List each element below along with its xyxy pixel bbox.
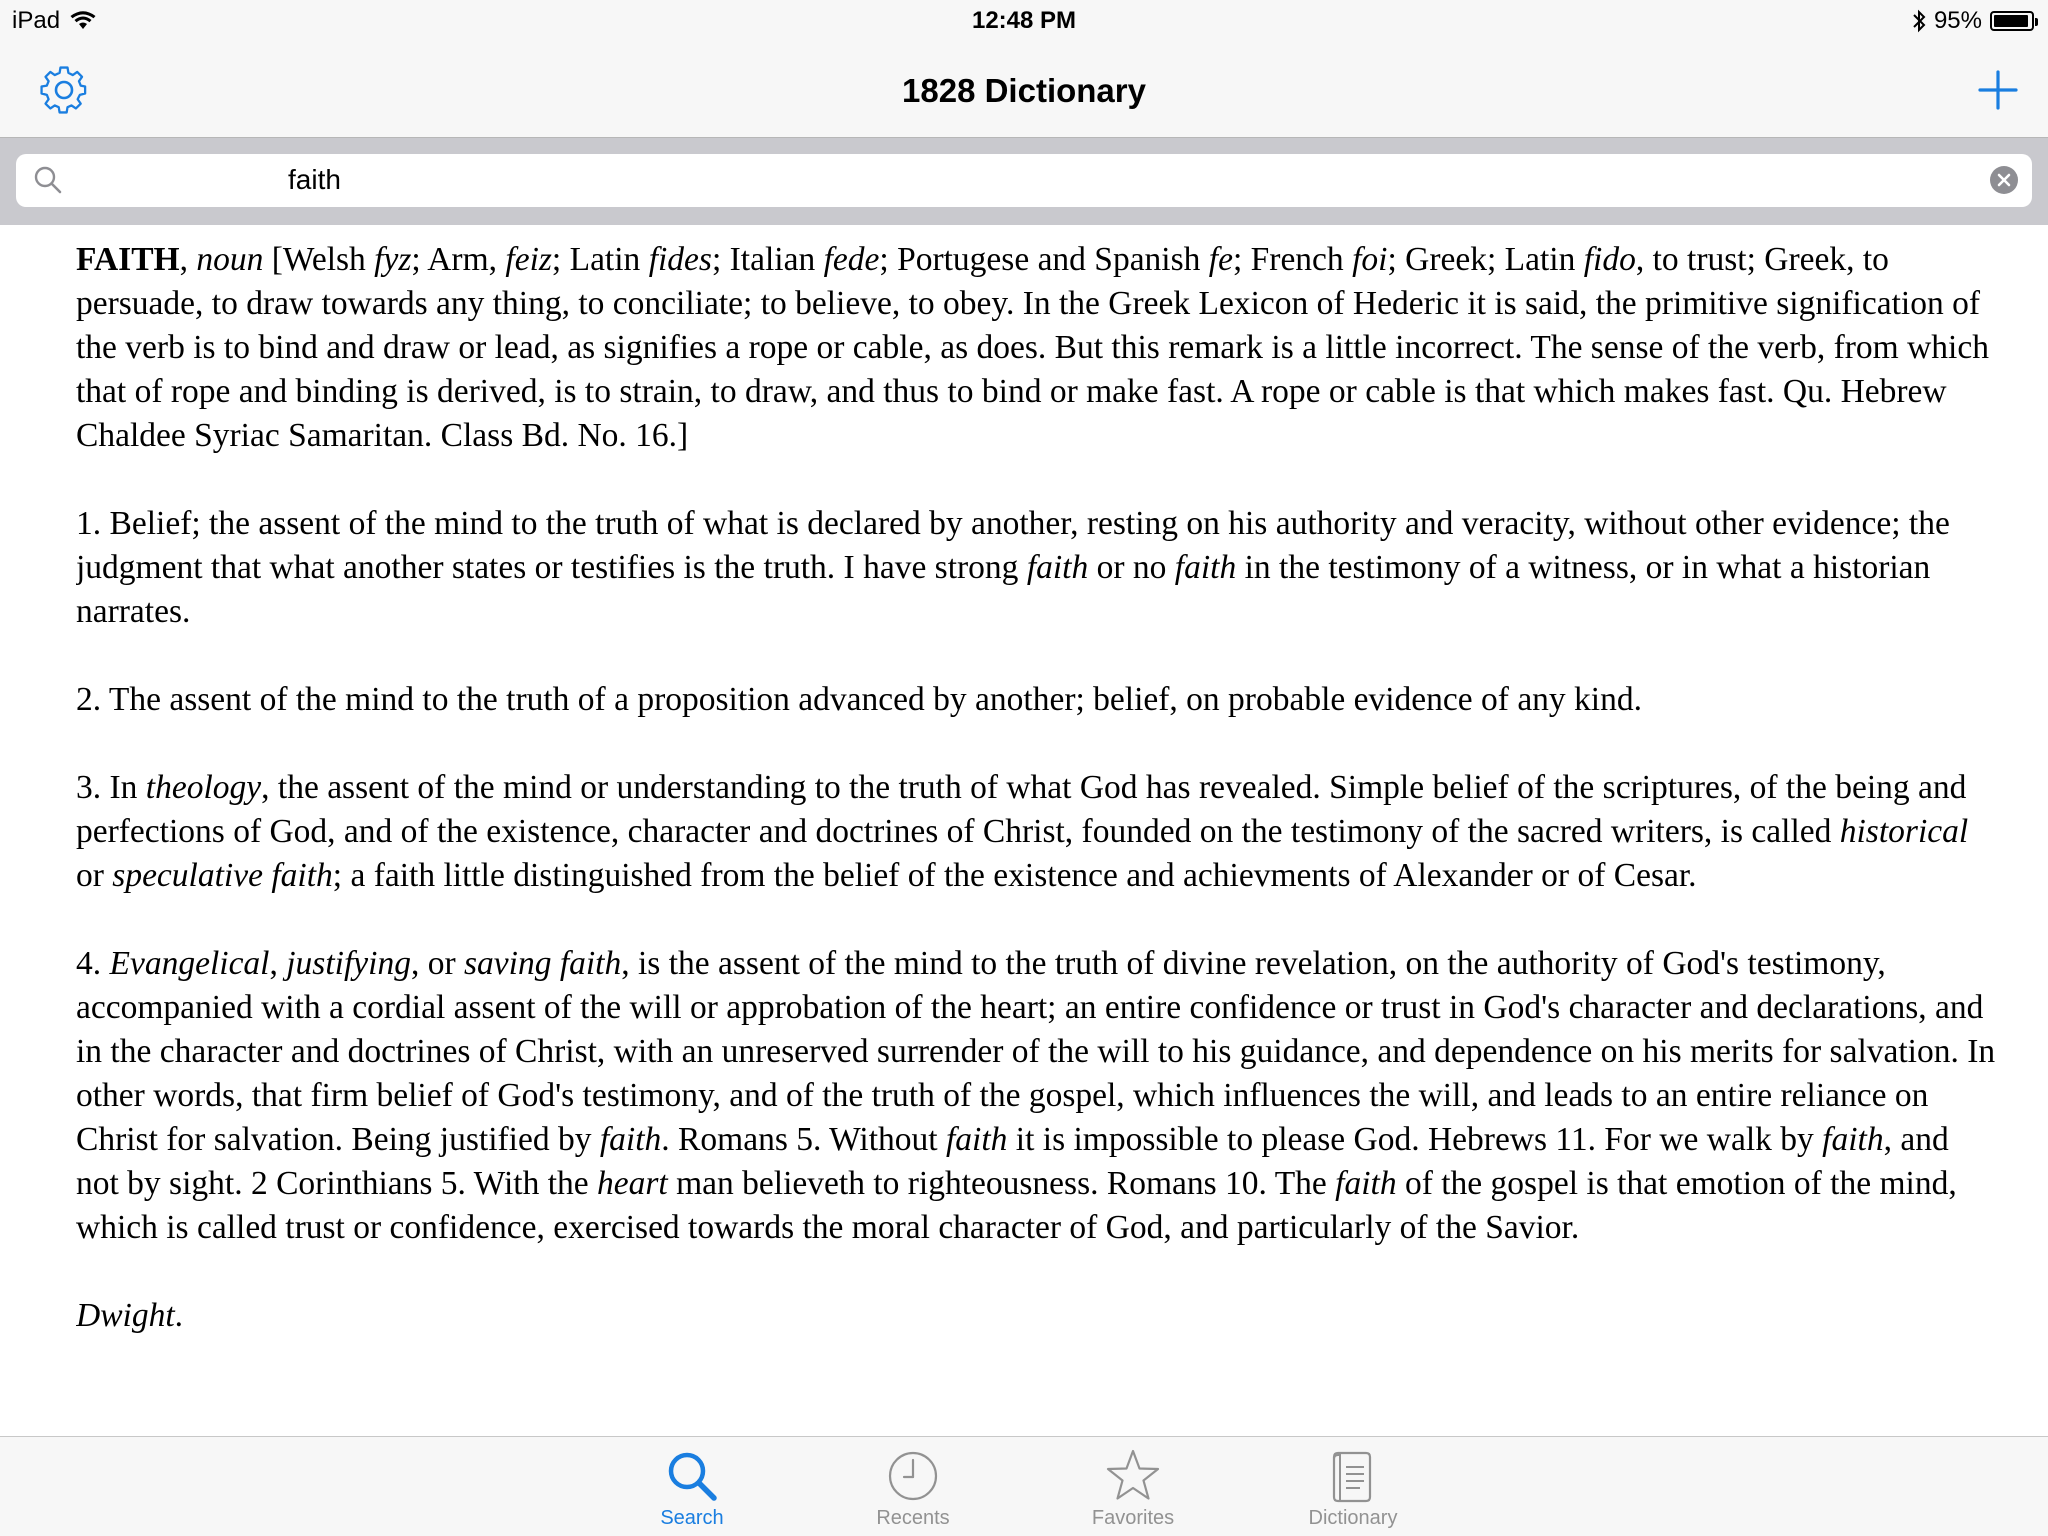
italic-term: historical	[1839, 813, 1969, 850]
battery-percent: 95%	[1933, 7, 1982, 34]
tab-label-favorites: Favorites	[1091, 1507, 1175, 1529]
italic-term: faith	[599, 1121, 662, 1158]
definition-paragraph: 3. In theology, the assent of the mind or understanding to the truth of what God has revealed. Simple belief of the scriptures, of the being and perfections of God, and of the existence, character and doctrines of Christ, founded on the testimony of the sacred writers, is called historical or speculative faith; a faith little distinguished from the belief of the existence and achievments of Alexander or of Cesar.	[76, 769, 1969, 894]
page-title: 1828 Dictionary	[902, 72, 1146, 109]
book-icon	[1324, 1447, 1382, 1505]
search-input[interactable]	[76, 158, 1956, 202]
tab-search[interactable]	[612, 1437, 772, 1536]
italic-term: faith	[1174, 549, 1237, 586]
definition-content	[76, 238, 1996, 1428]
italic-term: Dwight	[76, 1297, 175, 1334]
battery-level	[1994, 15, 2028, 27]
definition-paragraph: Dwight.	[76, 1297, 184, 1334]
search-icon	[32, 164, 64, 196]
etymology-paragraph: FAITH, noun [Welsh fyz; Arm, feiz; Latin fides; Italian fede; Portugese and Spanish fe; French foi; Greek; Latin fido, to trust; Greek, to persuade, to draw towards any thing, to conciliate; to believe, to obey. In the Greek Lexicon of Hederic it is said, the primitive signification of the verb is to bind and draw or lead, as signifies a rope or cable, as does. But this remark is a little incorrect. The sense of the verb, from which that of rope and binding is derived, is to strain, to draw, and thus to bind or make fast. A rope or cable is that which makes fast. Qu. Hebrew Chaldee Syriac Samaritan. Class Bd. No. 16.]	[76, 241, 1989, 454]
tab-label-dictionary: Dictionary	[1308, 1507, 1398, 1529]
italic-term: fe	[1208, 241, 1233, 278]
search-bar	[0, 138, 2048, 225]
definition-paragraph: 1. Belief; the assent of the mind to the truth of what is declared by another, resting on his authority and veracity, without other evidence; the judgment that what another states or testifies is the truth. I have strong faith or no faith in the testimony of a witness, or in what a historian narrates.	[76, 505, 1950, 630]
italic-term: theology	[145, 769, 262, 806]
italic-term: faith	[945, 1121, 1008, 1158]
device-name: iPad	[12, 7, 61, 34]
tab-bar	[0, 1436, 2048, 1536]
plus-icon[interactable]	[1976, 68, 2020, 112]
italic-term: Evangelical	[109, 945, 270, 982]
italic-term: faith	[1335, 1165, 1397, 1202]
star-icon	[1104, 1447, 1162, 1505]
tab-dictionary[interactable]	[1273, 1437, 1433, 1536]
italic-term: heart	[597, 1165, 668, 1202]
italic-term: fyz	[374, 241, 412, 278]
tab-label-recents: Recents	[876, 1507, 950, 1529]
clock-icon	[884, 1447, 942, 1505]
italic-term: justifying	[286, 945, 411, 982]
italic-term: foi	[1352, 241, 1388, 278]
search-icon	[663, 1447, 721, 1505]
clear-search-button[interactable]	[1990, 166, 2018, 194]
battery-icon	[1990, 11, 2034, 31]
close-icon	[1990, 166, 2018, 194]
italic-term: fides	[648, 241, 712, 278]
etymology-text: [Welsh fyz; Arm, feiz; Latin fides; Italian fede; Portugese and Spanish fe; French foi; Greek; Latin fido, to trust; Greek, to persuade, to draw towards any thing, to conciliate; to believe, to obey. In the Greek Lexicon of Hederic it is said, the primitive signification of the verb is to bind and draw or lead, as signifies a rope or cable, as does. But this remark is a little incorrect. The sense of the verb, from which that of rope and binding is derived, is to strain, to draw, and thus to bind or make fast. A rope or cable is that which makes fast. Qu. Hebrew Chaldee Syriac Samaritan. Class Bd. No. 16.]	[76, 241, 1989, 454]
definition-paragraph: 4. Evangelical, justifying, or saving faith, is the assent of the mind to the truth of divine revelation, on the authority of God's testimony, accompanied with a cordial assent of the will or approbation of the heart; an entire confidence or trust in God's character and declarations, and in the character and doctrines of Christ, with an unreserved surrender of the will to his guidance, and dependence on his merits for salvation. In other words, that firm belief of God's testimony, and of the truth of the gospel, which influences the will, and leads to an entire reliance on Christ for salvation. Being justified by faith. Romans 5. Without faith it is impossible to please God. Hebrews 11. For we walk by faith, and not by sight. 2 Corinthians 5. With the heart man believeth to righteousness. Romans 10. The faith of the gospel is that emotion of the mind, which is called trust or confidence, exercised towards the moral character of God, and particularly of the Savior.	[76, 945, 1996, 1246]
search-box[interactable]	[16, 154, 2032, 207]
part-of-speech: noun	[196, 241, 264, 278]
definition-paragraph: 2. The assent of the mind to the truth of a proposition advanced by another; belief, on probable evidence of any kind.	[76, 681, 1642, 718]
italic-term: speculative faith	[112, 857, 333, 894]
italic-term: feiz	[505, 241, 552, 278]
definitions-list	[76, 502, 1996, 1338]
status-bar	[0, 0, 2048, 40]
bluetooth-icon	[1912, 9, 1926, 33]
italic-term: fido	[1583, 241, 1636, 278]
headword: FAITH	[76, 241, 180, 278]
navigation-bar	[0, 40, 2048, 138]
status-right	[1912, 7, 2034, 35]
tab-recents[interactable]	[833, 1437, 993, 1536]
italic-term: saving faith	[463, 945, 622, 982]
italic-term: faith	[1822, 1121, 1884, 1158]
tab-favorites[interactable]	[1053, 1437, 1213, 1536]
tab-label-search: Search	[660, 1507, 724, 1529]
status-time: 12:48 PM	[971, 7, 1077, 34]
italic-term: fede	[823, 241, 880, 278]
italic-term: faith	[1026, 549, 1089, 586]
